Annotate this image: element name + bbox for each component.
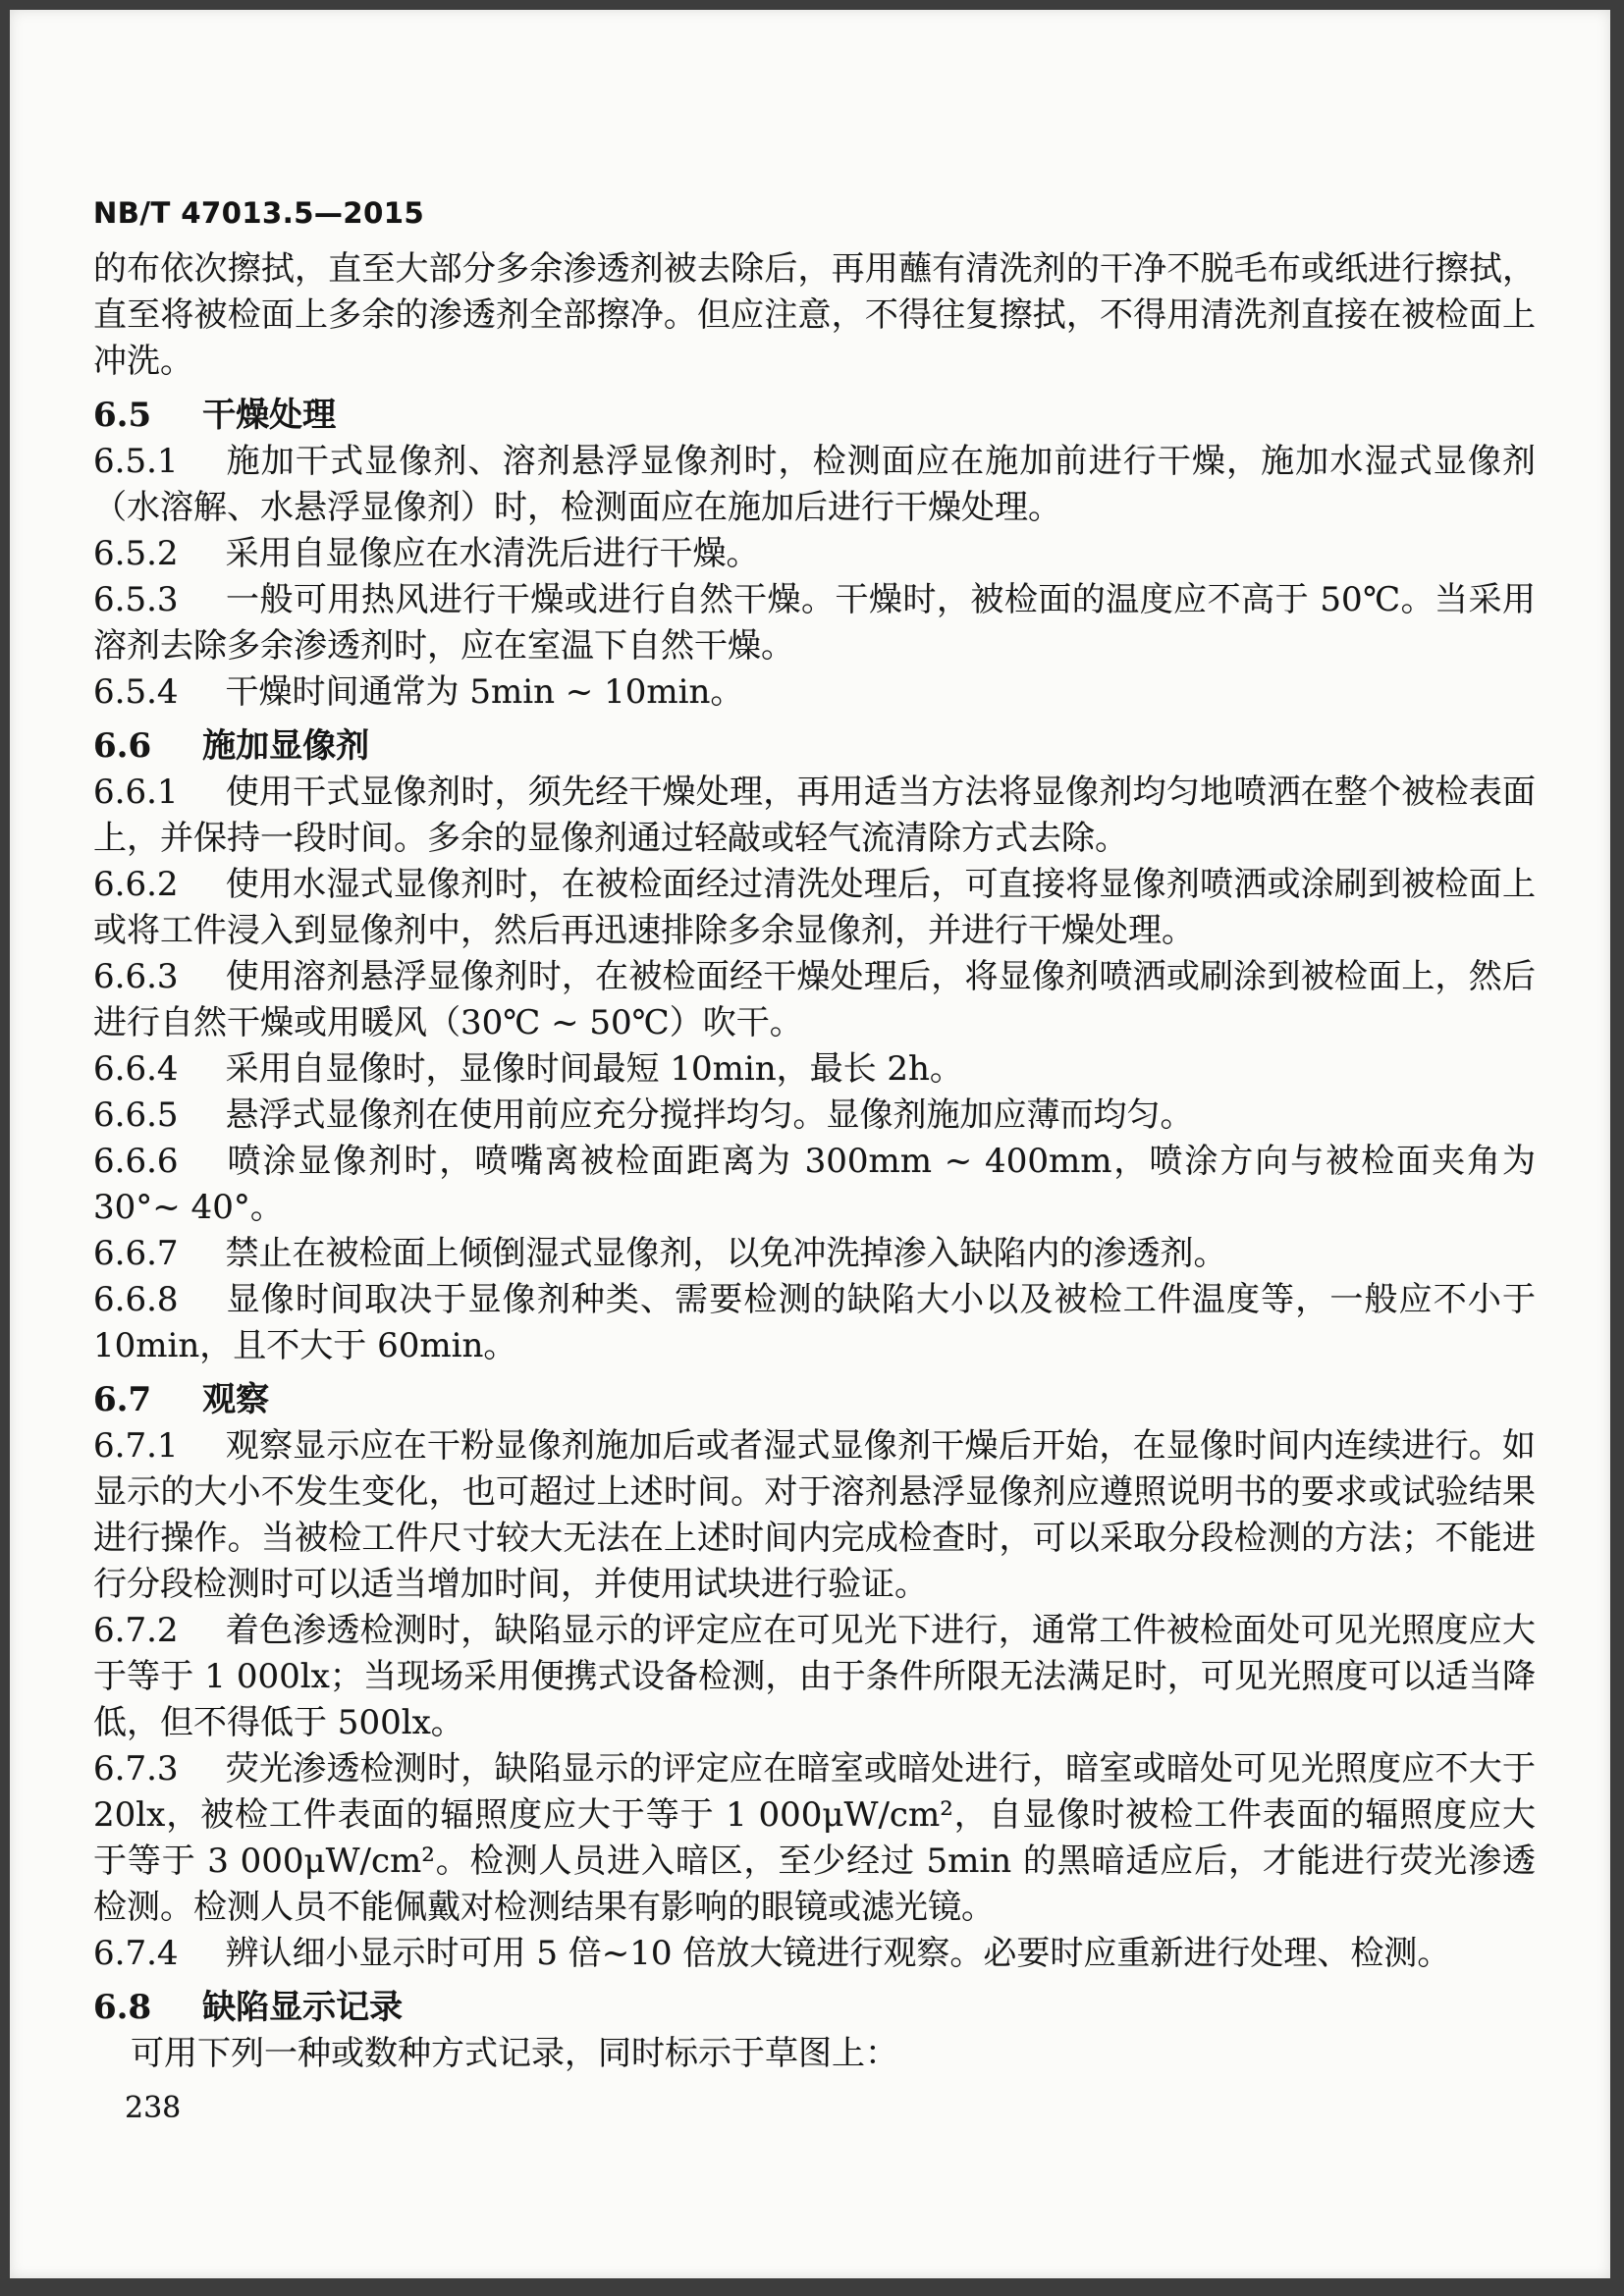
clause-text: 辨认细小显示时可用 5 倍~10 倍放大镜进行观察。必要时应重新进行处理、检测。 xyxy=(225,1934,1451,1973)
clause-number: 6.6.4 xyxy=(93,1049,179,1089)
clause-6-7-3 xyxy=(93,1746,1536,1931)
clause-text: 禁止在被检面上倾倒湿式显像剂，以免冲洗掉渗入缺陷内的渗透剂。 xyxy=(225,1234,1227,1273)
clause-6-7-2 xyxy=(93,1608,1536,1746)
clause-text: 一般可用热风进行干燥或进行自然干燥。干燥时，被检面的温度应不高于 50℃。当采用溶剂去除多余渗透剂时，应在室温下自然干燥。 xyxy=(93,580,1536,666)
clause-6-6-6 xyxy=(93,1139,1536,1231)
clause-text: 着色渗透检测时，缺陷显示的评定应在可见光下进行，通常工件被检面处可见光照度应大于等于 1 000lx；当现场采用便携式设备检测，由于条件所限无法满足时，可见光照度可以适当降低，但不得低于 500lx。 xyxy=(93,1611,1536,1742)
section-title: 干燥处理 xyxy=(202,396,337,435)
section-heading-6-5 xyxy=(93,393,1536,439)
clause-number: 6.7.2 xyxy=(93,1611,179,1650)
clause-6-6-1 xyxy=(93,770,1536,862)
clause-text: 采用自显像时，显像时间最短 10min，最长 2h。 xyxy=(225,1049,963,1089)
clause-text: 施加干式显像剂、溶剂悬浮显像剂时，检测面应在施加前进行干燥，施加水湿式显像剂（水溶解、水悬浮显像剂）时，检测面应在施加后进行干燥处理。 xyxy=(93,442,1536,527)
clause-text: 干燥时间通常为 5min ~ 10min。 xyxy=(225,672,744,712)
clause-text: 采用自显像应在水清洗后进行干燥。 xyxy=(225,534,760,573)
section-number: 6.8 xyxy=(93,1988,152,2027)
clause-6-6-8 xyxy=(93,1277,1536,1369)
clause-number: 6.5.3 xyxy=(93,580,179,619)
clause-text: 悬浮式显像剂在使用前应充分搅拌均匀。显像剂施加应薄而均匀。 xyxy=(225,1095,1194,1135)
page-number: 238 xyxy=(125,2091,182,2125)
clause-text: 观察显示应在干粉显像剂施加后或者湿式显像剂干燥后开始，在显像时间内连续进行。如显示的大小不发生变化，也可超过上述时间。对于溶剂悬浮显像剂应遵照说明书的要求或试验结果进行操作。当被检工件尺寸较大无法在上述时间内完成检查时，可以采取分段检测的方法；不能进行分段检测时可以适当增加时间，并使用试块进行验证。 xyxy=(93,1426,1536,1604)
section-title: 施加显像剂 xyxy=(202,726,370,766)
clause-number: 6.6.5 xyxy=(93,1095,179,1135)
clause-6-7-1 xyxy=(93,1423,1536,1608)
clause-6-6-2 xyxy=(93,862,1536,954)
clause-6-5-1 xyxy=(93,439,1536,531)
clause-number: 6.6.8 xyxy=(93,1280,179,1319)
clause-number: 6.6.1 xyxy=(93,773,179,812)
clause-6-5-4 xyxy=(93,669,1536,716)
clause-number: 6.6.7 xyxy=(93,1234,179,1273)
standard-number: NB/T 47013.5—2015 xyxy=(93,196,425,230)
clause-number: 6.7.4 xyxy=(93,1934,179,1973)
clause-text: 荧光渗透检测时，缺陷显示的评定应在暗室或暗处进行，暗室或暗处可见光照度应不大于 20lx，被检工件表面的辐照度应大于等于 1 000μW/cm²，自显像时被检工件表面的辐照度应大于等于 3 000μW/cm²。检测人员进入暗区，至少经过 5min 的黑暗适应后，才能进行荧光渗透检测。检测人员不能佩戴对检测结果有影响的眼镜或滤光镜。 xyxy=(93,1749,1536,1927)
section-number: 6.6 xyxy=(93,726,152,766)
clause-text: 显像时间取决于显像剂种类、需要检测的缺陷大小以及被检工件温度等，一般应不小于 10min，且不大于 60min。 xyxy=(93,1280,1536,1365)
section-number: 6.5 xyxy=(93,396,152,435)
clause-number: 6.6.3 xyxy=(93,957,179,996)
clause-6-6-5 xyxy=(93,1093,1536,1139)
section-title: 缺陷显示记录 xyxy=(202,1988,404,2027)
clause-number: 6.6.2 xyxy=(93,865,179,904)
clause-text: 使用干式显像剂时，须先经干燥处理，再用适当方法将显像剂均匀地喷洒在整个被检表面上，并保持一段时间。多余的显像剂通过轻敲或轻气流清除方式去除。 xyxy=(93,773,1536,858)
clause-text: 使用水湿式显像剂时，在被检面经过清洗处理后，可直接将显像剂喷洒或涂刷到被检面上或将工件浸入到显像剂中，然后再迅速排除多余显像剂，并进行干燥处理。 xyxy=(93,865,1536,950)
clause-number: 6.6.6 xyxy=(93,1142,179,1181)
clause-text: 喷涂显像剂时，喷嘴离被检面距离为 300mm ~ 400mm，喷涂方向与被检面夹角为 30°~ 40°。 xyxy=(93,1142,1536,1227)
clause-6-6-7 xyxy=(93,1231,1536,1277)
section-heading-6-6 xyxy=(93,723,1536,770)
section-title: 观察 xyxy=(202,1380,270,1419)
clause-6-6-4 xyxy=(93,1046,1536,1093)
section-heading-6-7 xyxy=(93,1377,1536,1423)
clause-number: 6.5.4 xyxy=(93,672,179,712)
clause-6-6-3 xyxy=(93,954,1536,1046)
clause-6-7-4 xyxy=(93,1931,1536,1977)
clause-text: 使用溶剂悬浮显像剂时，在被检面经干燥处理后，将显像剂喷洒或刷涂到被检面上，然后进行自然干燥或用暖风（30℃ ~ 50℃）吹干。 xyxy=(93,957,1536,1042)
document-body xyxy=(93,246,1536,2077)
intro-continuation-paragraph: 的布依次擦拭，直至大部分多余渗透剂被去除后，再用蘸有清洗剂的干净不脱毛布或纸进行擦拭，直至将被检面上多余的渗透剂全部擦净。但应注意，不得往复擦拭，不得用清洗剂直接在被检面上冲洗。 xyxy=(93,249,1536,381)
section-number: 6.7 xyxy=(93,1380,152,1419)
clause-6-5-3 xyxy=(93,577,1536,669)
clause-number: 6.7.1 xyxy=(93,1426,179,1466)
clause-number: 6.5.1 xyxy=(93,442,179,481)
clause-number: 6.7.3 xyxy=(93,1749,179,1789)
clause-number: 6.5.2 xyxy=(93,534,179,573)
standard-number-header xyxy=(93,196,424,230)
record-methods-paragraph: 可用下列一种或数种方式记录，同时标示于草图上： xyxy=(131,2034,898,2073)
clause-6-5-2 xyxy=(93,531,1536,577)
section-heading-6-8 xyxy=(93,1985,1536,2031)
